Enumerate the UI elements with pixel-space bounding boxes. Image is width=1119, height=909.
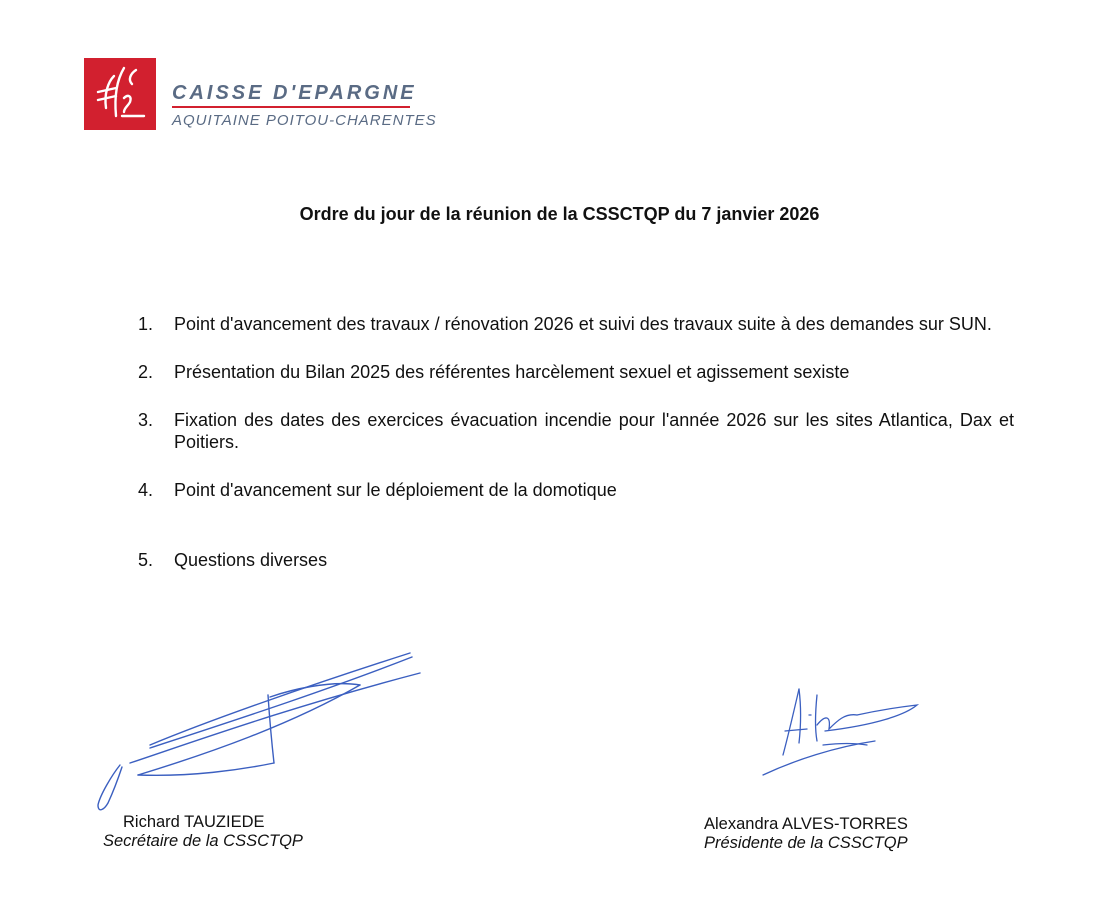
agenda-item	[138, 409, 1014, 453]
agenda-item-text: Présentation du Bilan 2025 des référentes harcèlement sexuel et agissement sexiste	[174, 362, 850, 382]
secretary-signature	[90, 645, 430, 820]
brand-name: CAISSE D'EPARGNE	[172, 82, 417, 104]
agenda-item	[138, 549, 1014, 571]
agenda-item-text: Questions diverses	[174, 550, 328, 570]
president-name: Alexandra ALVES-TORRES	[704, 815, 908, 833]
squirrel-euro-logo-icon	[84, 58, 156, 130]
agenda-item-number: 4.	[138, 480, 154, 500]
president-signature-block	[704, 815, 908, 853]
agenda-item	[138, 479, 1014, 501]
document-title: Ordre du jour de la réunion de la CSSCTQP du 7 janvier 2026	[299, 204, 820, 224]
brand-region: AQUITAINE POITOU-CHARENTES	[172, 112, 437, 129]
secretary-signature-block	[103, 813, 303, 851]
agenda-item	[138, 361, 1014, 383]
agenda-item-text: Point d'avancement sur le déploiement de la domotique	[174, 480, 617, 500]
agenda-item-number: 2.	[138, 362, 154, 382]
secretary-role: Secrétaire de la CSSCTQP	[103, 832, 303, 850]
agenda-item-number: 1.	[138, 314, 154, 334]
brand-divider	[172, 106, 410, 108]
agenda-list	[138, 313, 1014, 571]
agenda-item-text: Point d'avancement des travaux / rénovation 2026 et suivi des travaux suite à des demandes sur SUN.	[174, 314, 992, 334]
brand-logo	[84, 58, 464, 138]
president-role: Présidente de la CSSCTQP	[704, 834, 908, 852]
agenda-item-number: 5.	[138, 550, 154, 570]
secretary-name: Richard TAUZIEDE	[123, 813, 265, 831]
agenda-item-number: 3.	[138, 410, 154, 430]
agenda-item	[138, 313, 1014, 335]
president-signature	[755, 685, 925, 780]
agenda-item-text: Fixation des dates des exercices évacuation incendie pour l'année 2026 sur les sites Atlantica, Dax et Poitiers.	[174, 410, 1014, 452]
